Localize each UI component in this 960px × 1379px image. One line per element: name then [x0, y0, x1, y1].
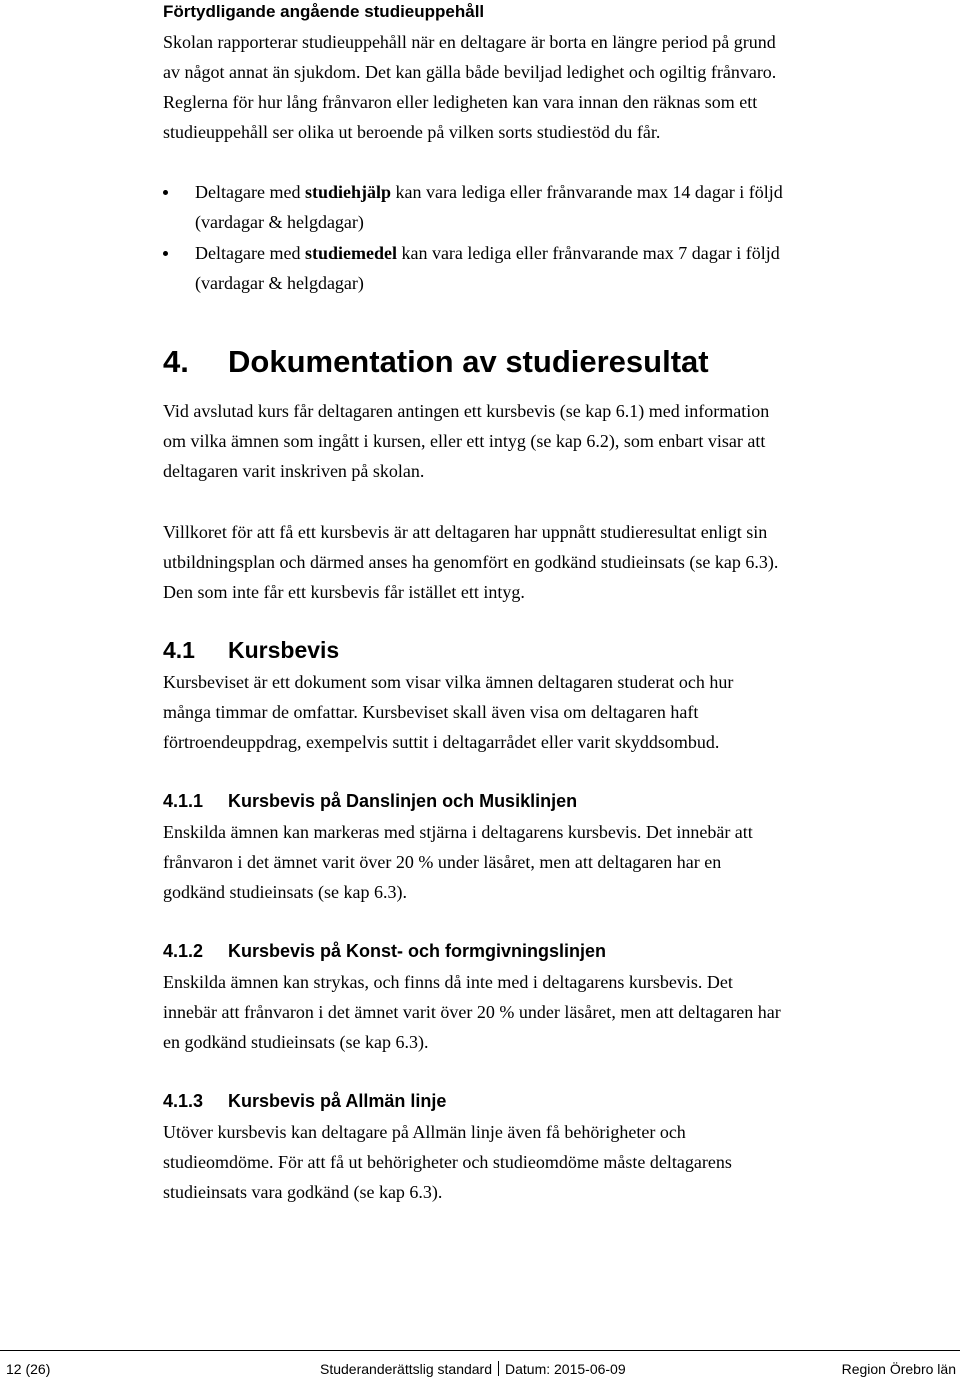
footer-organization: Region Örebro län — [841, 1361, 956, 1377]
bullet-text-line2: (vardagar & helgdagar) — [195, 212, 364, 232]
text-line: många timmar de omfattar. Kursbeviset skall även visa om deltagaren haft — [163, 702, 699, 722]
footer-separator — [498, 1361, 499, 1376]
bullet-list — [163, 177, 883, 298]
text-line: Reglerna för hur lång frånvaron eller ledigheten kan vara innan den räknas som ett — [163, 92, 758, 112]
bullet-text-rest: kan vara lediga eller frånvarande max 7 dagar i följd — [396, 243, 780, 263]
page-number: 12 (26) — [6, 1361, 51, 1377]
text-line: en godkänd studieinsats (se kap 6.3). — [163, 1032, 429, 1052]
paragraph-studieuppehall — [163, 27, 883, 147]
text-line: Enskilda ämnen kan strykas, och finns då inte med i deltagarens kursbevis. Det — [163, 972, 733, 992]
heading-section-4-1 — [163, 635, 883, 665]
text-line: om vilka ämnen som ingått i kursen, eller ett intyg (se kap 6.2), som enbart visar att — [163, 431, 766, 451]
bullet-item-studiemedel — [163, 238, 883, 298]
section-title: Kursbevis på Allmän linje — [228, 1091, 447, 1111]
document-body — [163, 0, 883, 1207]
text-line: Skolan rapporterar studieuppehåll när en deltagare är borta en längre period på grund — [163, 32, 776, 52]
text-line: studieinsats vara godkänd (se kap 6.3). — [163, 1182, 443, 1202]
bullet-item-studiehjalp — [163, 177, 883, 237]
bullet-text-rest: kan vara lediga eller frånvarande max 14 dagar i följd — [390, 182, 783, 202]
heading-studieuppehall: Förtydligande angående studieuppehåll — [163, 2, 485, 21]
section-number: 4.1 — [163, 637, 195, 663]
section-title: Kursbevis på Danslinjen och Musiklinjen — [228, 791, 578, 811]
footer-doc-title: Studeranderättslig standard — [320, 1361, 492, 1377]
text-line: studieuppehåll ser olika ut beroende på vilken sorts studiestöd du får. — [163, 122, 661, 142]
heading-section-4-1-3 — [163, 1088, 883, 1114]
bullet-dot-icon — [163, 251, 168, 256]
text-line: förtroendeuppdrag, exempelvis suttit i deltagarrådet eller varit skyddsombud. — [163, 732, 720, 752]
section-number: 4.1.2 — [163, 941, 204, 961]
text-line: innebär att frånvaron i det ämnet varit över 20 % under läsåret, men att deltagaren har — [163, 1002, 781, 1022]
text-line: Utöver kursbevis kan deltagare på Allmän linje även få behörigheter och — [163, 1122, 686, 1142]
bullet-text-prefix: Deltagare med — [195, 182, 305, 202]
paragraph-danslinjen — [163, 817, 883, 907]
page-footer — [0, 1350, 960, 1377]
bullet-text-bold: studiemedel — [304, 243, 397, 263]
section-title: Dokumentation av studieresultat — [228, 344, 709, 379]
paragraph-allman-linje — [163, 1117, 883, 1207]
paragraph-konstlinjen — [163, 967, 883, 1057]
text-line: godkänd studieinsats (se kap 6.3). — [163, 882, 407, 902]
footer-doc-info — [320, 1359, 626, 1379]
text-line: studieomdöme. För att få ut behörigheter och studieomdöme måste deltagarens — [163, 1152, 732, 1172]
heading-section-4 — [163, 342, 883, 382]
footer-date: Datum: 2015-06-09 — [505, 1361, 626, 1377]
paragraph-kursbevis — [163, 667, 883, 757]
section-number: 4. — [163, 344, 189, 379]
bullet-text-line2: (vardagar & helgdagar) — [195, 273, 364, 293]
section-title: Kursbevis — [228, 637, 340, 663]
heading-section-4-1-2 — [163, 938, 883, 964]
section-number: 4.1.3 — [163, 1091, 204, 1111]
bullet-text-prefix: Deltagare med — [195, 243, 305, 263]
bullet-text-bold: studiehjälp — [304, 182, 391, 202]
text-line: frånvaron i det ämnet varit över 20 % under läsåret, men att deltagaren har en — [163, 852, 722, 872]
section-number: 4.1.1 — [163, 791, 204, 811]
text-line: Vid avslutad kurs får deltagaren antingen ett kursbevis (se kap 6.1) med information — [163, 401, 770, 421]
heading-section-4-1-1 — [163, 788, 883, 814]
paragraph-section-4-1 — [163, 396, 883, 486]
text-line: Kursbeviset är ett dokument som visar vilka ämnen deltagaren studerat och hur — [163, 672, 734, 692]
bullet-dot-icon — [163, 190, 168, 195]
text-line: utbildningsplan och därmed anses ha genomfört en godkänd studieinsats (se kap 6.3). — [163, 552, 779, 572]
text-line: av något annat än sjukdom. Det kan gälla både beviljad ledighet och ogiltig frånvaro. — [163, 62, 777, 82]
text-line: Villkoret för att få ett kursbevis är att deltagaren har uppnått studieresultat enligt sin — [163, 522, 768, 542]
text-line: Den som inte får ett kursbevis får istället ett intyg. — [163, 582, 525, 602]
section-title: Kursbevis på Konst- och formgivningslinjen — [228, 941, 607, 961]
text-line: deltagaren varit inskriven på skolan. — [163, 461, 425, 481]
paragraph-section-4-2 — [163, 517, 883, 607]
text-line: Enskilda ämnen kan markeras med stjärna i deltagarens kursbevis. Det innebär att — [163, 822, 753, 842]
